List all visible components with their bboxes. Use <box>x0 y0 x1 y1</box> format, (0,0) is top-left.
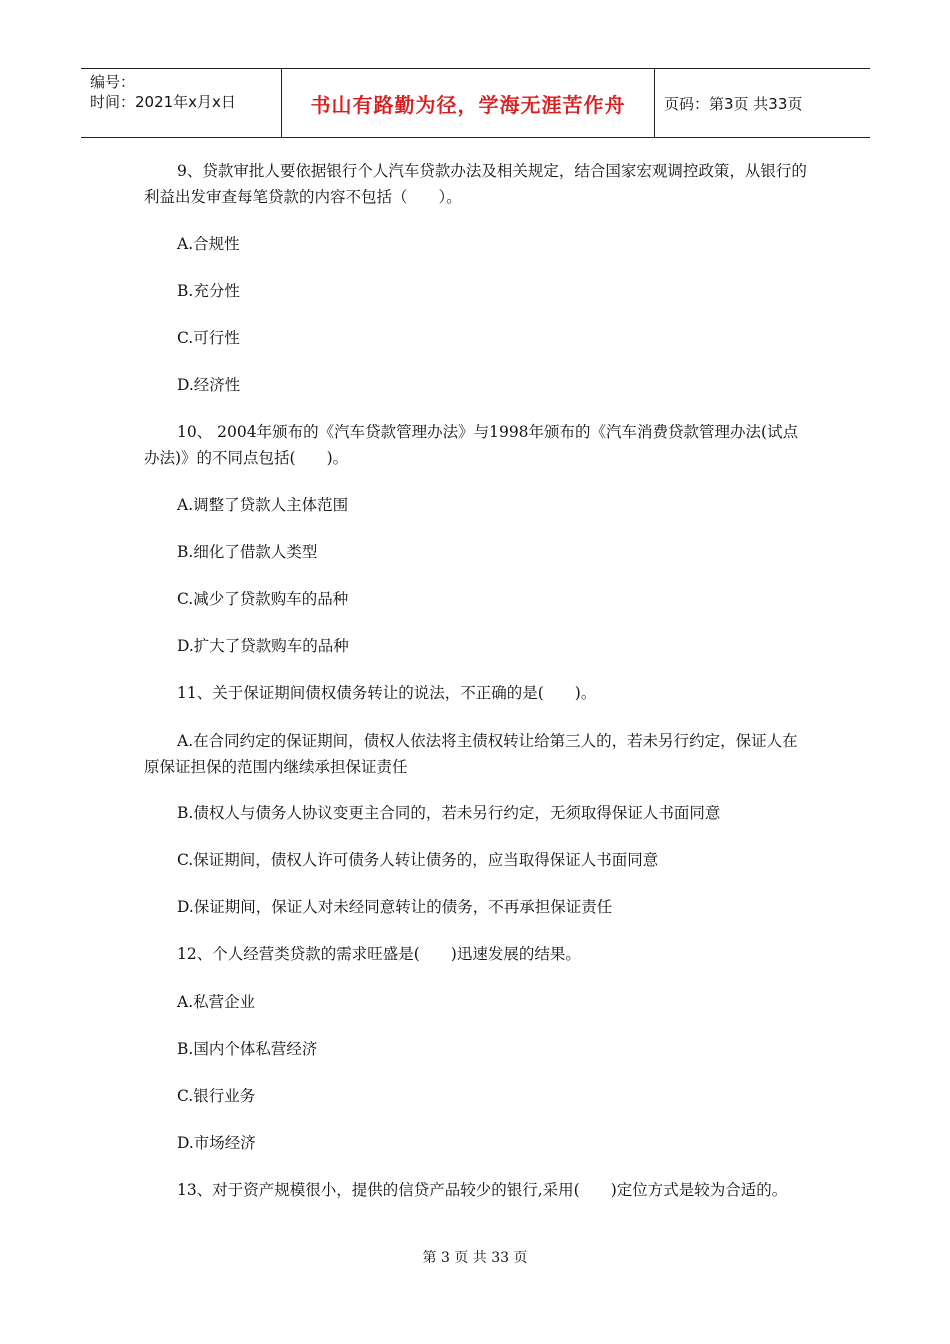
option: D.经济性 <box>177 376 241 394</box>
option: C.保证期间，债权人许可债务人转让债务的，应当取得保证人书面同意 <box>177 851 659 869</box>
question-stem: 9、贷款审批人要依据银行个人汽车贷款办法及相关规定，结合国家宏观调控政策，从银行的利益出发审查每笔贷款的内容不包括（ ）。 <box>144 162 807 206</box>
option: B.充分性 <box>177 282 240 300</box>
option: B.债权人与债务人协议变更主合同的，若未另行约定，无须取得保证人书面同意 <box>177 804 721 822</box>
option: A.私营企业 <box>177 993 256 1011</box>
option: A.在合同约定的保证期间，债权人依法将主债权转让给第三人的，若未另行约定，保证人在原保证担保的范围内继续承担保证责任 <box>144 732 798 776</box>
header-motto-cell <box>282 69 655 137</box>
question-stem: 13、对于资产规模很小，提供的信贷产品较少的银行,采用( )定位方式是较为合适的。 <box>177 1181 788 1199</box>
option: D.保证期间，保证人对未经同意转让的债务，不再承担保证责任 <box>177 898 613 916</box>
option: D.市场经济 <box>177 1134 256 1152</box>
date-line: 时间：2021年x月x日 <box>90 93 236 111</box>
doc-number-label: 编号： <box>90 73 136 91</box>
question-stem: 11、关于保证期间债权债务转让的说法，不正确的是( )。 <box>177 684 597 702</box>
page-header <box>81 68 870 138</box>
option: B.细化了借款人类型 <box>177 543 318 561</box>
question-stem: 10、 2004年颁布的《汽车贷款管理办法》与1998年颁布的《汽车消费贷款管理办法(试点办法)》的不同点包括( )。 <box>144 423 799 467</box>
page-info: 页码：第3页 共33页 <box>664 94 803 113</box>
option: A.合规性 <box>177 235 240 253</box>
question-stem: 12、个人经营类贷款的需求旺盛是( )迅速发展的结果。 <box>177 945 581 963</box>
option: B.国内个体私营经济 <box>177 1040 318 1058</box>
header-meta-cell <box>81 69 282 137</box>
header-page-cell <box>655 69 870 137</box>
motto: 书山有路勤为径，学海无涯苦作舟 <box>310 92 626 117</box>
option: C.可行性 <box>177 329 240 347</box>
option: D.扩大了贷款购车的品种 <box>177 637 349 655</box>
option: A.调整了贷款人主体范围 <box>177 496 349 514</box>
page-footer: 第 3 页 共 33 页 <box>422 1250 528 1266</box>
option: C.银行业务 <box>177 1087 256 1105</box>
option: C.减少了贷款购车的品种 <box>177 590 349 608</box>
